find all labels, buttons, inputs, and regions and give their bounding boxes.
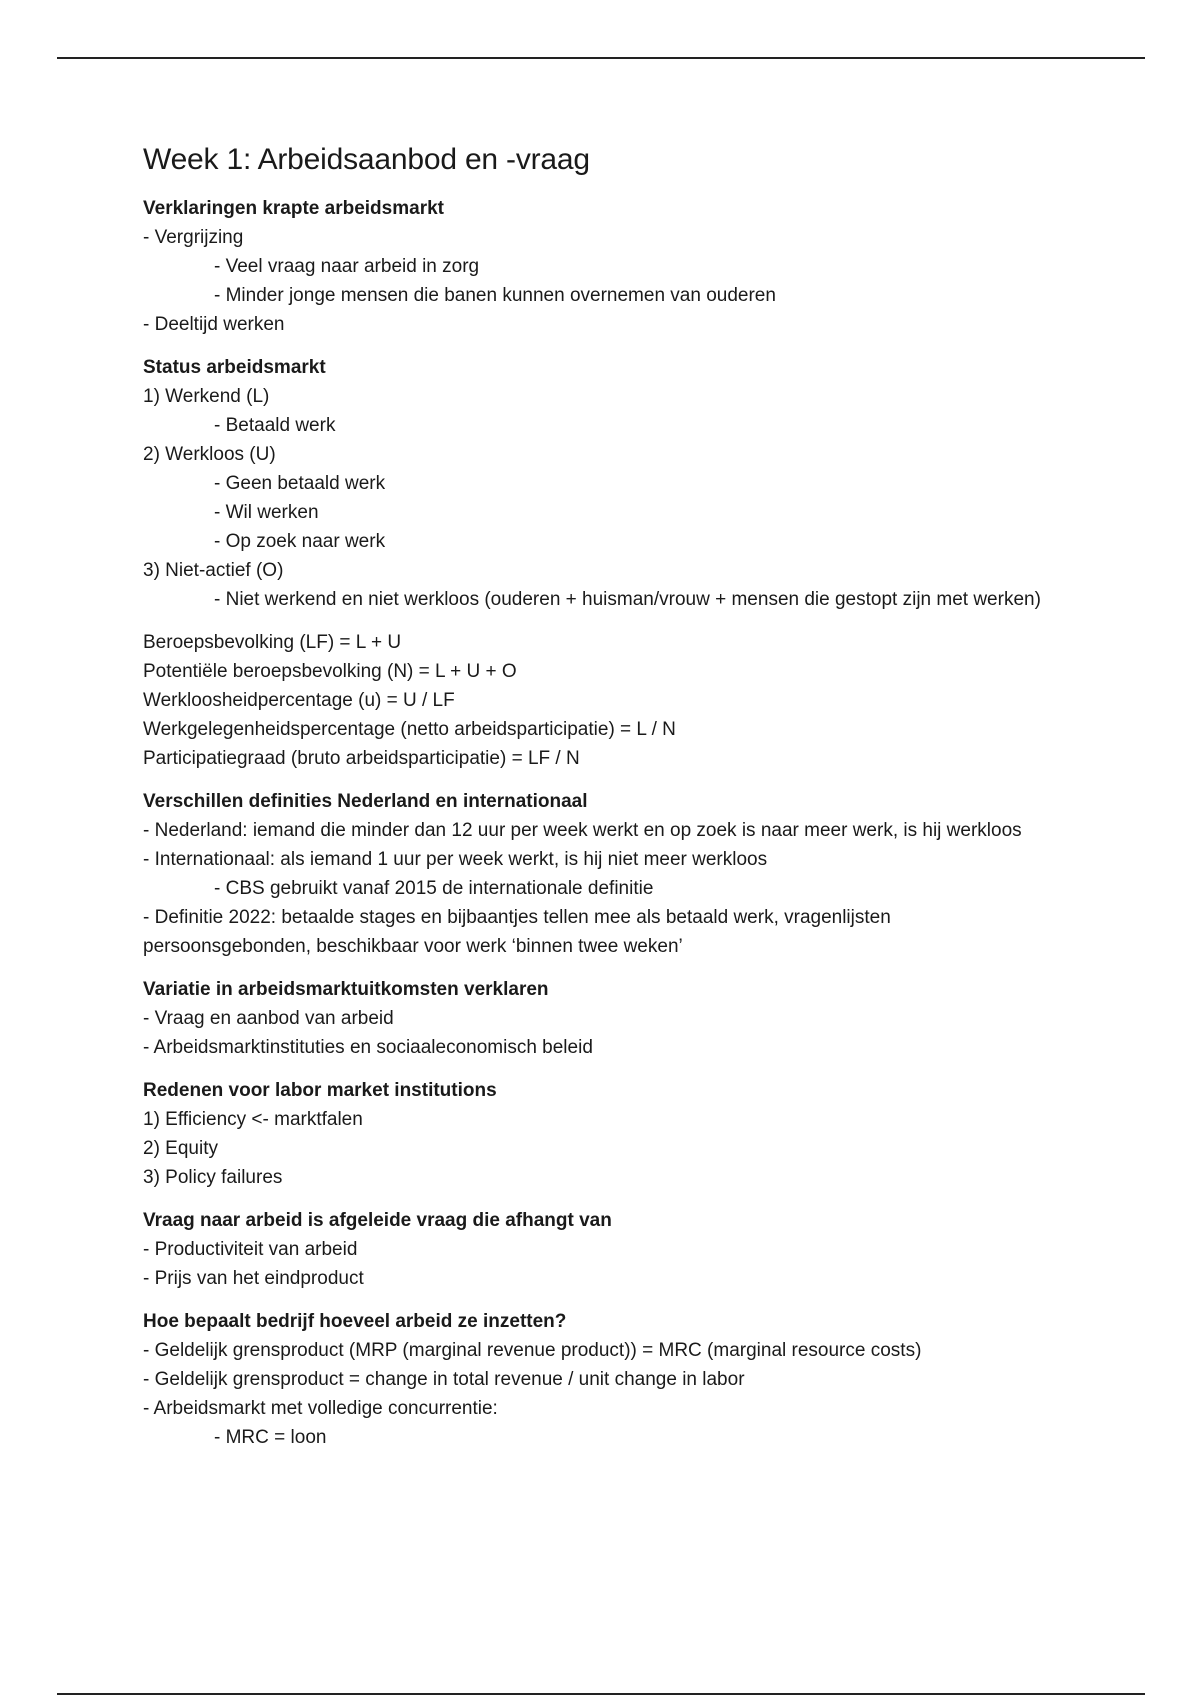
list-item: - Arbeidsmarkt met volledige concurrentie: [143, 1398, 498, 1419]
formula-line: Beroepsbevolking (LF) = L + U [143, 632, 402, 653]
section-heading: Verklaringen krapte arbeidsmarkt [143, 198, 444, 219]
section-bedrijf [143, 1307, 1063, 1452]
list-item: - Deeltijd werken [143, 314, 285, 335]
formula-line: Werkloosheidpercentage (u) = U / LF [143, 690, 455, 711]
section-heading: Status arbeidsmarkt [143, 357, 326, 378]
list-item: - Niet werkend en niet werkloos (ouderen + huisman/vrouw + mensen die gestopt zijn met werken) [214, 589, 1041, 610]
section-variatie [143, 975, 1063, 1062]
section-heading: Redenen voor labor market institutions [143, 1080, 497, 1101]
formula-line: Potentiële beroepsbevolking (N) = L + U + O [143, 661, 517, 682]
section-definities [143, 787, 1063, 961]
list-item: - Geen betaald werk [214, 473, 386, 494]
page-title: Week 1: Arbeidsaanbod en -vraag [143, 143, 590, 176]
list-item: - Internationaal: als iemand 1 uur per week werkt, is hij niet meer werkloos [143, 849, 768, 870]
list-item: 3) Policy failures [143, 1167, 283, 1188]
header-rule [57, 57, 1145, 59]
list-item: 3) Niet-actief (O) [143, 560, 284, 581]
footer-rule [57, 1693, 1145, 1695]
list-item: 1) Efficiency <- marktfalen [143, 1109, 363, 1130]
list-item: 1) Werkend (L) [143, 386, 270, 407]
section-heading: Verschillen definities Nederland en internationaal [143, 791, 588, 812]
list-item: - Nederland: iemand die minder dan 12 uur per week werkt en op zoek is naar meer werk, is hij werkloos [143, 820, 1022, 841]
section-krapte [143, 194, 1063, 339]
list-item: - Op zoek naar werk [214, 531, 386, 552]
section-vraag [143, 1206, 1063, 1293]
list-item: 2) Equity [143, 1138, 218, 1159]
list-item: - Vraag en aanbod van arbeid [143, 1008, 394, 1029]
list-item: - Minder jonge mensen die banen kunnen overnemen van ouderen [214, 285, 776, 306]
section-heading: Vraag naar arbeid is afgeleide vraag die afhangt van [143, 1210, 612, 1231]
list-item: - Prijs van het eindproduct [143, 1268, 364, 1289]
list-item: - Veel vraag naar arbeid in zorg [214, 256, 480, 277]
list-item: 2) Werkloos (U) [143, 444, 276, 465]
list-item: - Productiviteit van arbeid [143, 1239, 358, 1260]
list-item: - Vergrijzing [143, 227, 244, 248]
list-item: - MRC = loon [214, 1427, 327, 1448]
section-formulas [143, 628, 1063, 773]
list-item: - Geldelijk grensproduct = change in total revenue / unit change in labor [143, 1369, 745, 1390]
formula-line: Participatiegraad (bruto arbeidsparticipatie) = LF / N [143, 748, 580, 769]
list-item: - Definitie 2022: betaalde stages en bijbaantjes tellen mee als betaald werk, vragenlijsten persoonsgebonden, beschikbaar voor werk ‘binnen twee weken’ [143, 907, 891, 957]
formula-line: Werkgelegenheidspercentage (netto arbeidsparticipatie) = L / N [143, 719, 676, 740]
section-heading: Hoe bepaalt bedrijf hoeveel arbeid ze inzetten? [143, 1311, 567, 1332]
list-item: - Arbeidsmarktinstituties en sociaaleconomisch beleid [143, 1037, 593, 1058]
list-item: - Wil werken [214, 502, 319, 523]
document-body [143, 140, 1063, 1466]
section-redenen [143, 1076, 1063, 1192]
section-heading: Variatie in arbeidsmarktuitkomsten verklaren [143, 979, 549, 1000]
list-item: - Geldelijk grensproduct (MRP (marginal revenue product)) = MRC (marginal resource costs) [143, 1340, 922, 1361]
list-item: - CBS gebruikt vanaf 2015 de internationale definitie [214, 878, 654, 899]
list-item: - Betaald werk [214, 415, 336, 436]
section-status [143, 353, 1063, 614]
